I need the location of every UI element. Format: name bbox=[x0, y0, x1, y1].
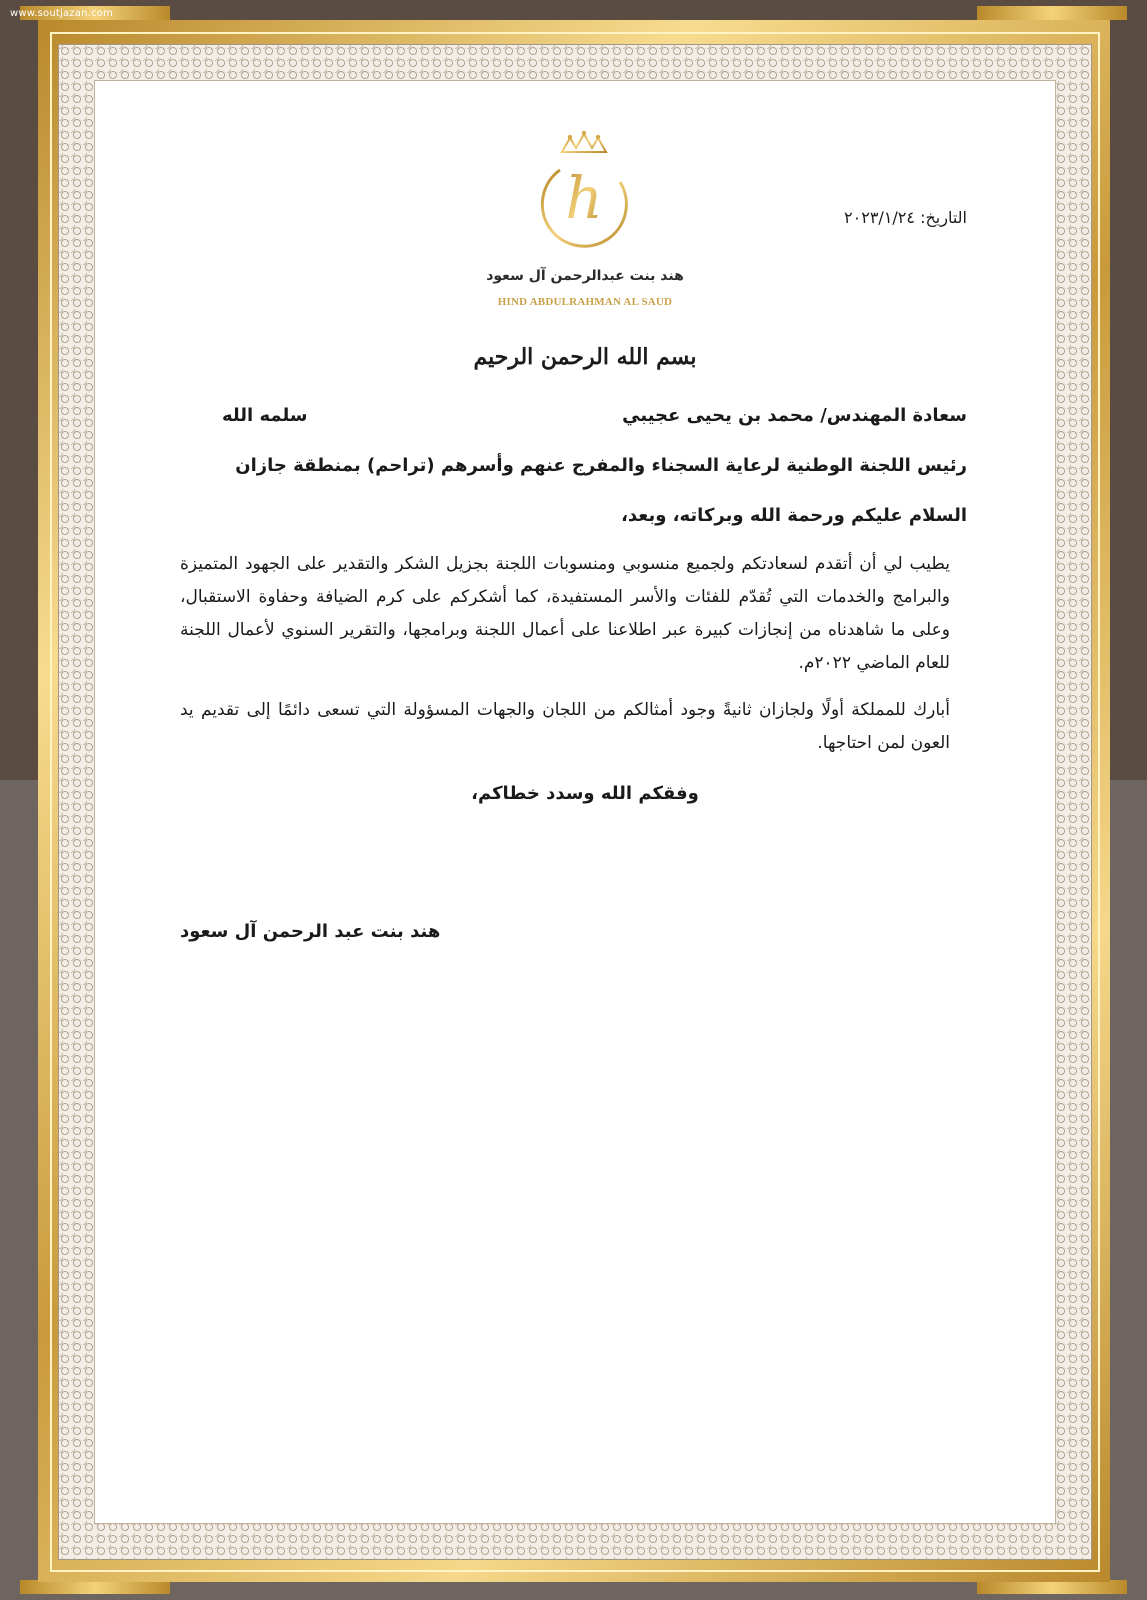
body-paragraph-1: يطيب لي أن أتقدم لسعادتكم ولجميع منسوبي ومنسوبات اللجنة بجزيل الشكر والتقدير على الجهود المتميزة والبرامج والخدمات التي تُقدّم للفئات والأسر المستفيدة، كما أشكركم على كرم الضيافة وحفاوة الاستقبال، وعلى ما شاهدناه من إنجازات كبيرة عبر اطلاعنا على أعمال اللجنة وبرامجها، والتقرير السنوي لأعمال اللجنة للعام الماضي ٢٠٢٢م. bbox=[180, 554, 950, 673]
recipient-position: رئيس اللجنة الوطنية لرعاية السجناء والمفرج عنهم وأسرهم (تراحم) بمنطقة جازان bbox=[235, 455, 967, 476]
site-watermark: www.soutjazan.com bbox=[10, 8, 113, 19]
closing-line: وفقكم الله وسدد خطاكم، bbox=[471, 783, 699, 804]
basmala-heading: بسم الله الرحمن الرحيم bbox=[473, 344, 697, 370]
letter-date: التاريخ: ٢٠٢٣/١/٢٤ bbox=[844, 208, 967, 227]
gold-corner-top-right bbox=[977, 6, 1127, 20]
greeting: السلام عليكم ورحمة الله وبركاته، وبعد، bbox=[621, 505, 967, 526]
logo-letter: h bbox=[565, 164, 603, 232]
gold-corner-bottom-right bbox=[977, 1580, 1127, 1594]
gold-corner-bottom-left bbox=[20, 1580, 170, 1594]
letterhead-name-arabic: هند بنت عبدالرحمن آل سعود bbox=[486, 268, 684, 284]
recipient-title: سعادة المهندس/ محمد بن يحيى عجيبي bbox=[622, 405, 967, 426]
recipient-honorific: سلمه الله bbox=[222, 405, 308, 426]
body-paragraph-2: أبارك للمملكة أولًا ولجازان ثانيةً وجود أمثالكم من اللجان والجهات المسؤولة التي تسعى دائمًا إلى تقديم يد العون لمن احتاجها. bbox=[180, 700, 950, 753]
crown-h-monogram-icon bbox=[534, 130, 634, 250]
signature-name: هند بنت عبد الرحمن آل سعود bbox=[180, 921, 441, 942]
letterhead-name-english: HIND ABDULRAHMAN AL SAUD bbox=[497, 296, 673, 308]
